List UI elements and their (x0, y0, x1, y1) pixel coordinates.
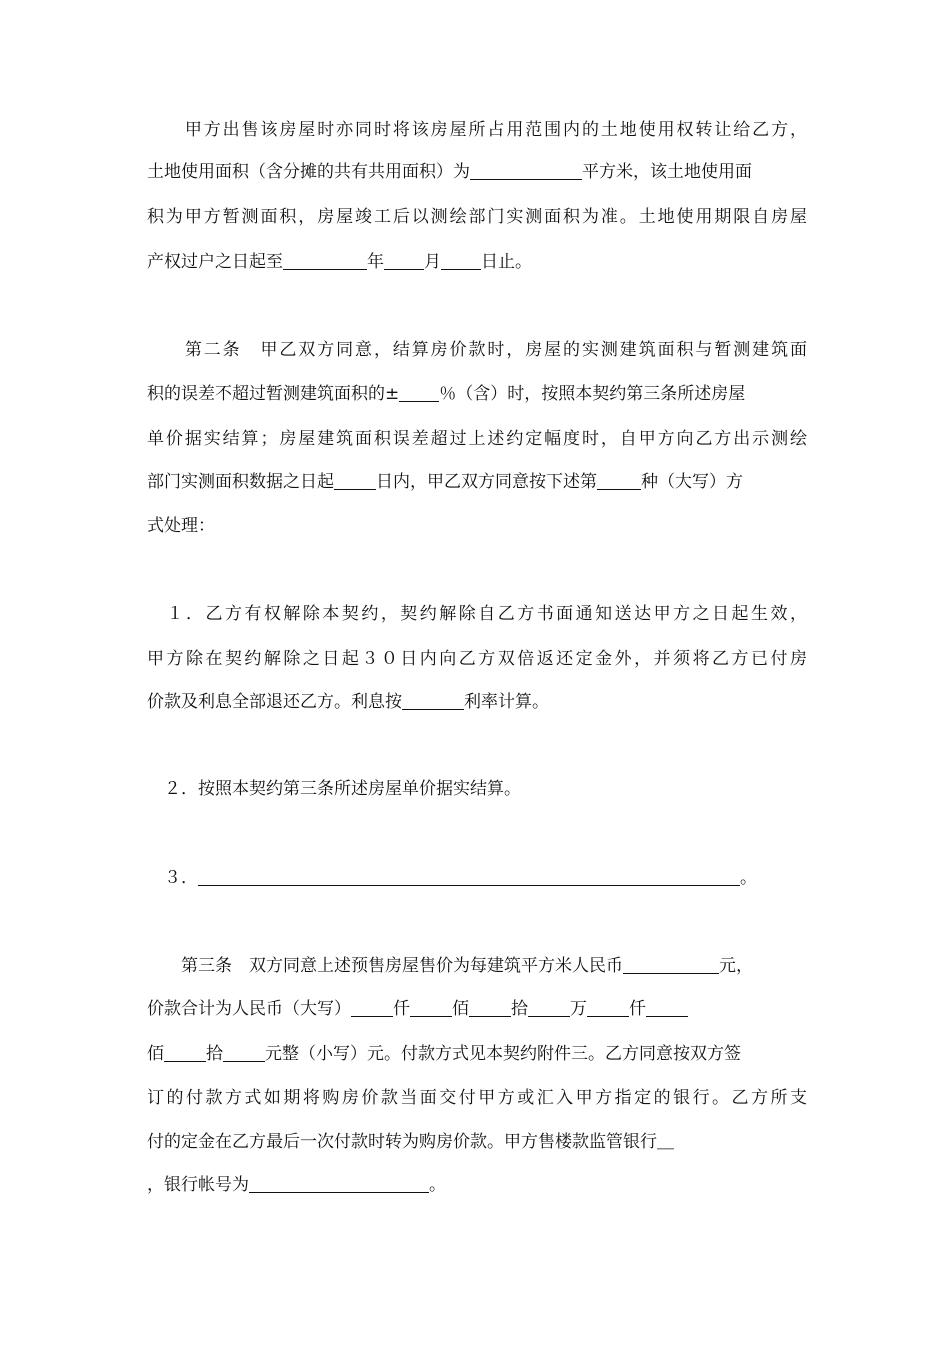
article2-line-3: 单价据实结算；房屋建筑面积误差超过上述约定幅度时，自甲方向乙方出示测绘 (147, 429, 807, 449)
total-blank-7[interactable] (164, 1043, 206, 1062)
article2-line-1: 第二条 甲乙双方同意，结算房价款时，房屋的实测建筑面积与暂测建筑面 (147, 340, 807, 360)
article3-line-6: ，银行帐号为 。 (147, 1175, 446, 1195)
article3-line-4: 订的付款方式如期将购房价款当面交付甲方或汇入甲方指定的银行。乙方所支 (147, 1088, 807, 1108)
option3-blank[interactable] (198, 867, 740, 886)
option-number-blank[interactable] (597, 471, 641, 490)
article3-line-2: 价款合计为人民币（大写） 仟 佰 拾 万 仟 (147, 996, 807, 1022)
article3-line-3: 佰 拾 元整（小写）元。付款方式见本契约附件三。乙方同意按双方签 (147, 1044, 741, 1064)
article3-line-1: 第三条 双方同意上述预售房屋售价为每建筑平方米人民币 元， (147, 956, 753, 976)
article2-line-5: 式处理： (147, 516, 215, 536)
total-blank-8[interactable] (223, 1043, 265, 1062)
land-para-line-2: 土地使用面积（含分摊的共有共用面积）为 平方米，该土地使用面 (147, 162, 752, 182)
land-para-line-3: 积为甲方暂测面积，房屋竣工后以测绘部门实测面积为准。土地使用期限自房屋 (147, 207, 807, 227)
interest-rate-blank[interactable] (402, 691, 464, 710)
option3-line: ３． 。 (147, 868, 757, 888)
land-day-blank[interactable] (441, 251, 481, 270)
land-para-line-1: 甲方出售该房屋时亦同时将该房屋所占用范围内的土地使用权转让给乙方， (147, 120, 807, 140)
total-blank-5[interactable] (587, 998, 629, 1017)
tolerance-percent-blank[interactable] (399, 383, 439, 402)
option1-line-2: 甲方除在契约解除之日起３０日内向乙方双倍返还定金外，并须将乙方已付房 (147, 649, 807, 669)
option2-line: ２．按照本契约第三条所述房屋单价据实结算。 (147, 779, 521, 799)
days-blank[interactable] (334, 471, 376, 490)
land-month-blank[interactable] (384, 251, 424, 270)
article3-line-5: 付的定金在乙方最后一次付款时转为购房价款。甲方售楼款监管银行＿ (147, 1132, 674, 1152)
bank-account-blank[interactable] (249, 1174, 429, 1193)
unit-price-blank[interactable] (623, 955, 719, 974)
option1-line-3: 价款及利息全部退还乙方。利息按 利率计算。 (147, 692, 549, 712)
land-year-blank[interactable] (283, 251, 367, 270)
land-para-line-4: 产权过户之日起至 年 月 日止。 (147, 252, 532, 272)
total-blank-6[interactable] (646, 998, 688, 1017)
article2-line-4: 部门实测面积数据之日起 日内，甲乙双方同意按下述第 种（大写）方 (147, 472, 743, 492)
option1-line-1: １．乙方有权解除本契约，契约解除自乙方书面通知送达甲方之日起生效， (147, 604, 807, 624)
article2-line-2: 积的误差不超过暂测建筑面积的± ％（含）时，按照本契约第三条所述房屋 (147, 384, 746, 404)
total-blank-2[interactable] (410, 998, 452, 1017)
total-blank-4[interactable] (528, 998, 570, 1017)
land-area-blank[interactable] (470, 161, 582, 180)
total-blank-1[interactable] (351, 998, 393, 1017)
total-blank-3[interactable] (469, 998, 511, 1017)
